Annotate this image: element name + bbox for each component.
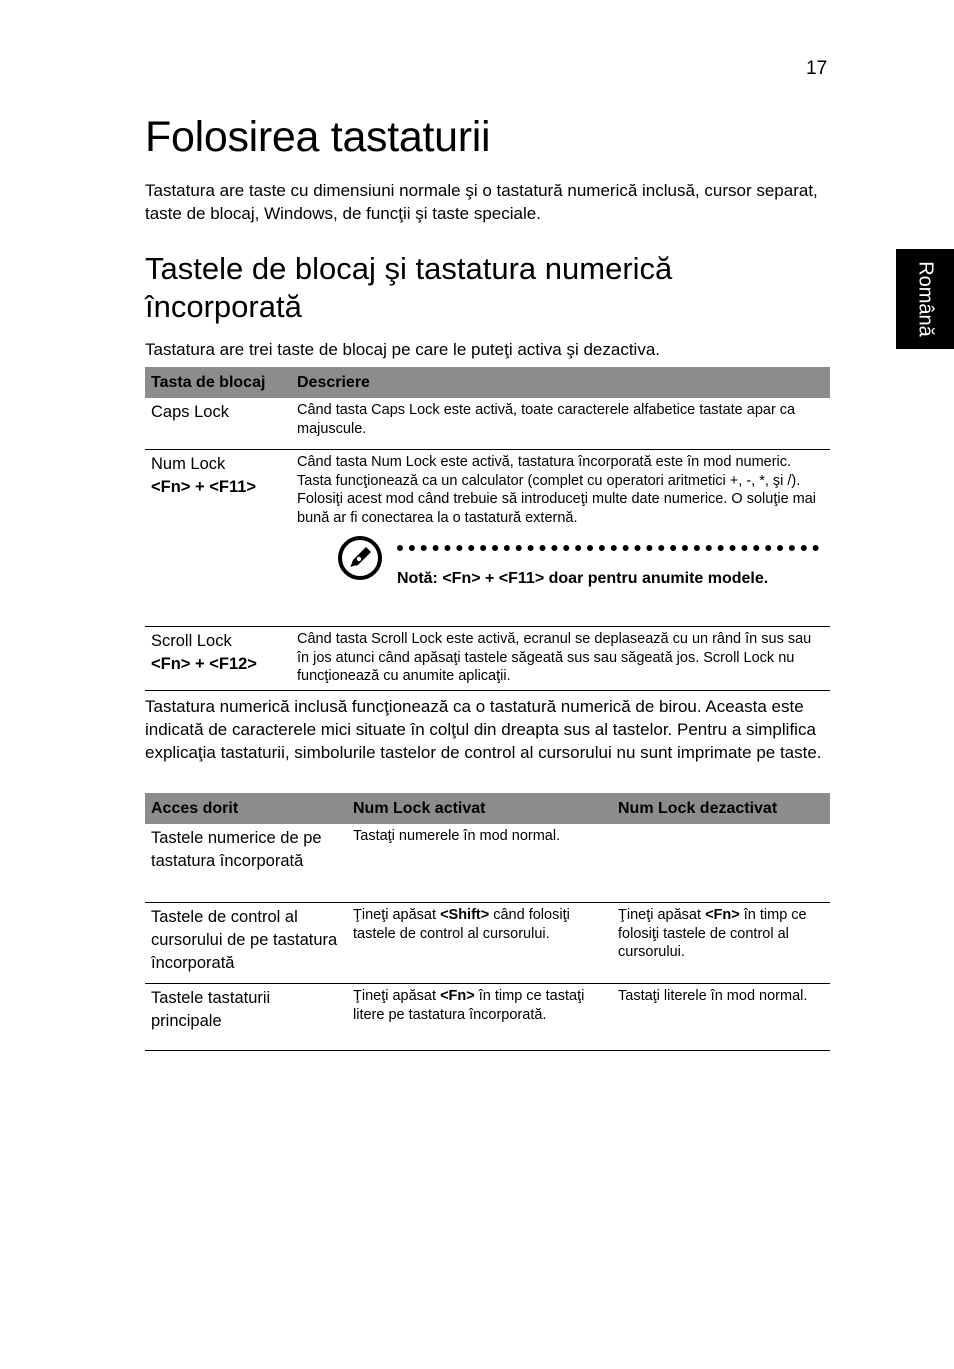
access-cell: Tastele de control al cursorului de pe tastatura încorporată	[145, 903, 347, 984]
note-dotted-rule	[397, 545, 819, 551]
cell-text: în timp ce folosiţi tastele de control al cursorului.	[618, 907, 807, 960]
table-row	[145, 627, 830, 691]
table-row	[145, 903, 830, 984]
num-lock-off-cell: Tastaţi literele în mod normal.	[612, 984, 830, 1051]
page-number: 17	[806, 58, 828, 79]
intro-paragraph: Tastatura are taste cu dimensiuni normale şi o tastatură numerică inclusă, cursor separat, taste de blocaj, Windows, de funcţii şi taste speciale.	[145, 181, 818, 223]
table-row	[145, 824, 830, 903]
language-tab-label: Română	[914, 261, 937, 337]
column-header: Tasta de blocaj	[145, 367, 291, 398]
lock-key-description: Când tasta Num Lock este activă, tastatura încorporată este în mod numeric. Tasta funcţionează ca un calculator (complet cu operatori aritmetici +, -, *, şi /). Folosiţi acest mod când trebuie să introduceţi multe date numerice. O soluţie mai bună ar fi conectarea la o tastatură externă.	[297, 454, 817, 526]
key-label: <Shift>	[440, 907, 490, 923]
table-row	[145, 984, 830, 1051]
lock-key-shortcut: <Fn> + <F11>	[151, 478, 257, 496]
lock-key-name: Scroll Lock	[151, 632, 232, 650]
access-cell: Tastele numerice de pe tastatura încorporată	[145, 824, 347, 903]
cell-text: Ţineţi apăsat	[618, 907, 706, 923]
note-box	[297, 527, 824, 622]
cell-text: Ţineţi apăsat	[353, 907, 441, 923]
numpad-paragraph: Tastatura numerică inclusă funcţionează ca o tastatură numerică de birou. Aceasta este indicată de caracterele mici situate în colţul din dreapta sus al tastelor. Pentru a simplifica explicaţia tastaturii, simbolurile tastelor de control al cursorului nu sunt imprimate pe taste.	[145, 697, 822, 762]
lock-keys-table	[145, 367, 830, 691]
lock-key-description: Când tasta Caps Lock este activă, toate caracterele alfabetice tastate apar ca majuscule.	[291, 398, 830, 450]
num-lock-on-cell	[347, 984, 612, 1051]
lock-key-cell	[145, 627, 291, 691]
note-pen-icon	[337, 535, 383, 581]
lock-key-description: Când tasta Scroll Lock este activă, ecranul se deplasează cu un rând în sus sau în jos atunci când apăsaţi tastele săgeată sus sau săgeată jos. Scroll Lock nu funcţionează cu anumite aplicaţii.	[291, 627, 830, 691]
column-header: Num Lock dezactivat	[612, 793, 830, 824]
key-label: <Fn>	[705, 907, 740, 923]
note-text: Notă: <Fn> + <F11> doar pentru anumite modele.	[397, 570, 769, 587]
access-cell: Tastele tastaturii principale	[145, 984, 347, 1051]
table-row	[145, 398, 830, 450]
lock-keys-intro: Tastatura are trei taste de blocaj pe care le puteţi activa şi dezactiva.	[145, 340, 660, 359]
cell-text: în timp ce tastaţi litere pe tastatura încorporată.	[353, 988, 585, 1023]
lock-key-name: Caps Lock	[151, 403, 229, 421]
cell-text: Ţineţi apăsat	[353, 988, 441, 1004]
column-header: Descriere	[291, 367, 830, 398]
lock-key-cell	[145, 398, 291, 450]
lock-key-description-cell	[291, 450, 830, 627]
table-header-row	[145, 793, 830, 824]
key-label: <Fn>	[440, 988, 475, 1004]
language-tab	[896, 249, 954, 349]
column-header: Num Lock activat	[347, 793, 612, 824]
num-lock-off-cell	[612, 903, 830, 984]
column-header: Acces dorit	[145, 793, 347, 824]
lock-key-cell	[145, 450, 291, 627]
num-lock-on-cell	[347, 903, 612, 984]
cell-text: când folosiţi tastele de control al cursorului.	[353, 907, 570, 942]
access-table	[145, 793, 830, 1051]
num-lock-on-cell: Tastaţi numerele în mod normal.	[347, 824, 612, 903]
table-row	[145, 450, 830, 627]
lock-key-name: Num Lock	[151, 455, 226, 473]
page-title: Folosirea tastaturii	[145, 113, 491, 161]
section-title: Tastele de blocaj şi tastatura numerică încorporată	[145, 251, 673, 324]
table-header-row	[145, 367, 830, 398]
lock-key-shortcut: <Fn> + <F12>	[151, 655, 257, 673]
num-lock-off-cell	[612, 824, 830, 903]
